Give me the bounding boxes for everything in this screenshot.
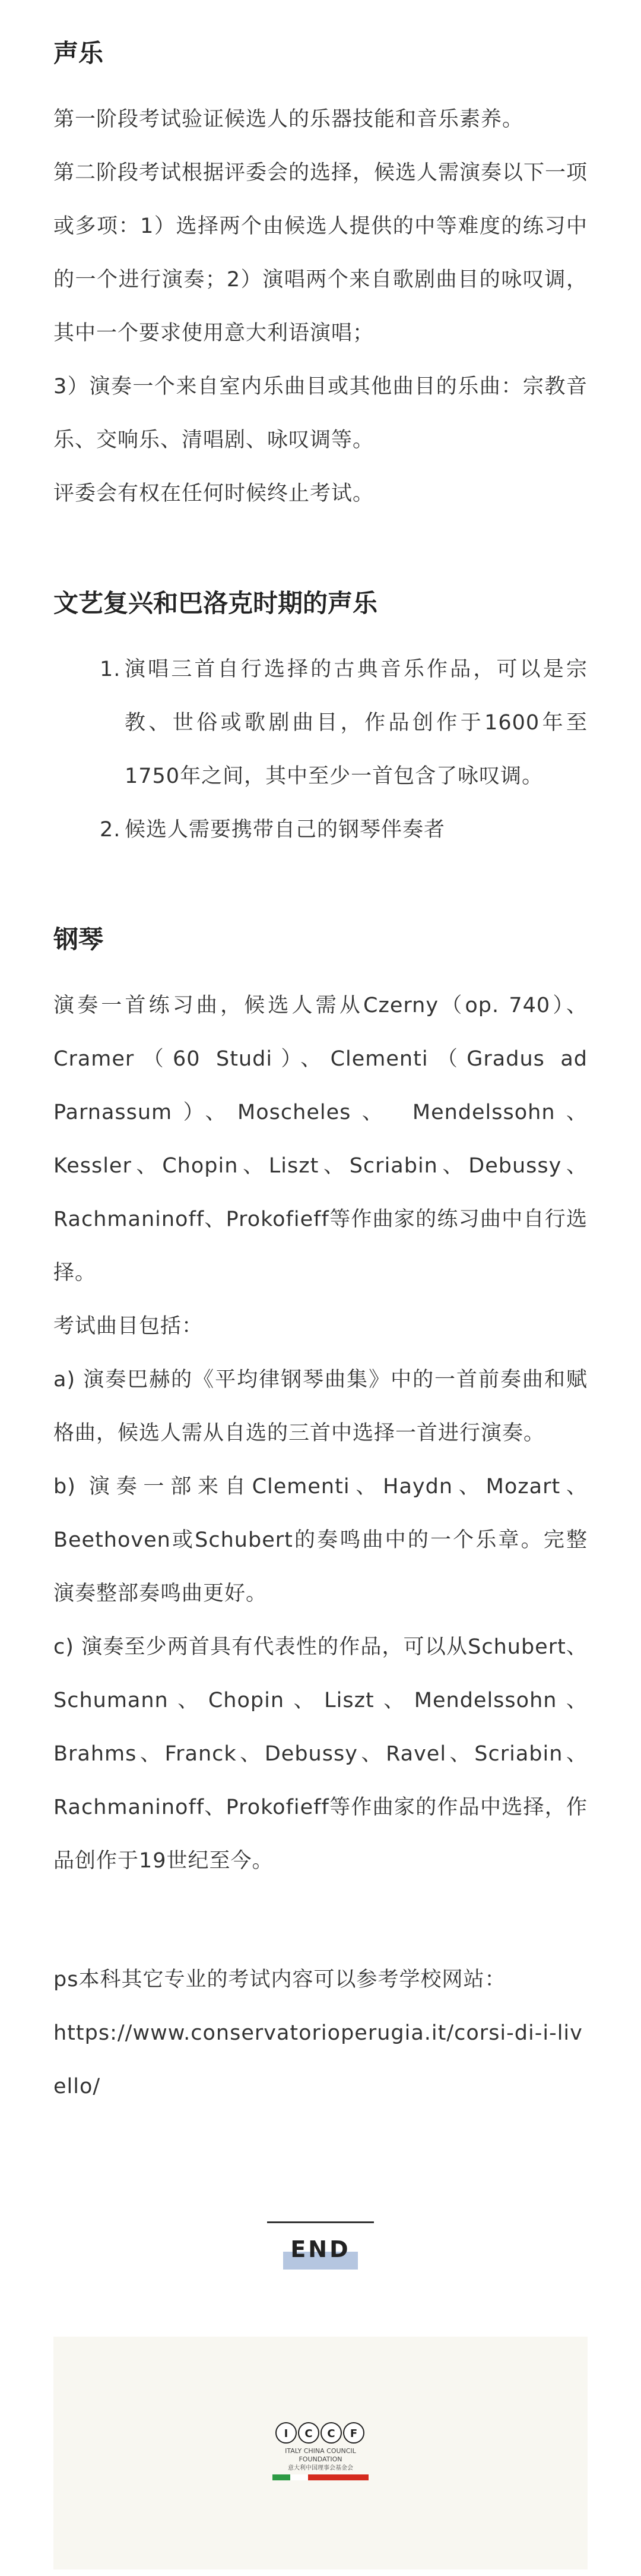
piano-paragraph: a) 演奏巴赫的《平均律钢琴曲集》中的一首前奏曲和赋格曲，候选人需从自选的三首中选择一首进行演奏。 (53, 1368, 588, 1445)
vocal-paragraph: 第二阶段考试根据评委会的选择，候选人需演奏以下一项或多项：1）选择两个由候选人提供的中等难度的练习中的一个进行演奏；2）演唱两个来自歌剧曲目的咏叹调，其中一个要求使用意大利语演唱； (53, 161, 588, 345)
vocal-paragraph: 3）演奏一个来自室内乐曲目或其他曲目的乐曲：宗教音乐、交响乐、清唱剧、咏叹调等。 (53, 375, 588, 452)
list-item-number: 2. (100, 818, 121, 842)
vocal-paragraph: 评委会有权在任何时候终止考试。 (53, 482, 375, 505)
vocal-paragraph: 第一阶段考试验证候选人的乐器技能和音乐素养。 (53, 108, 524, 131)
list-item-number: 1. (100, 658, 121, 681)
piano-paragraph: c) 演奏至少两首具有代表性的作品，可以从Schubert、Schumann、Chopin、Liszt、Mendelssohn、Brahms、Franck、Debussy、Ravel、Scriabin、Rachmaninoff、Prokofieff等作曲家的作品中选择，作品创作于19世纪至今。 (53, 1635, 588, 1873)
end-label-wrap (283, 2236, 357, 2262)
list-item (53, 643, 588, 803)
list-item-text: 候选人需要携带自己的钢琴伴奏者 (125, 818, 446, 842)
school-website-link[interactable]: https://www.conservatorioperugia.it/corsi-di-i-livello/ (53, 2021, 583, 2098)
flag-green (272, 2474, 290, 2480)
logo-line2: FOUNDATION (299, 2455, 342, 2463)
logo-line1: ITALY CHINA COUNCIL (285, 2447, 356, 2455)
baroque-list (53, 643, 588, 856)
section-title-baroque: 文艺复兴和巴洛克时期的声乐 (53, 589, 378, 618)
piano-paragraph: 演奏一首练习曲，候选人需从Czerny（op. 740）、Cramer（60 Studi）、Clementi（Gradus ad Parnassum）、Moscheles、 Mendelssohn、Kessler、Chopin、Liszt、Scriabin、Debussy、Rachmaninoff、Prokofieff等作曲家的练习曲中自行选择。 (53, 994, 588, 1285)
logo-letter: C (327, 2428, 335, 2440)
article-body (53, 36, 588, 2113)
logo-letter: I (284, 2428, 288, 2440)
logo-line3: 意大利中国理事会基金会 (288, 2465, 353, 2471)
section-title-piano: 钢琴 (53, 925, 104, 954)
end-divider (267, 2221, 374, 2223)
ps-note: ps本科其它专业的考试内容可以参考学校网站： (53, 1968, 506, 1992)
logo-letter: C (304, 2428, 313, 2440)
flag-white (290, 2474, 308, 2480)
piano-paragraph: 考试曲目包括： (53, 1314, 204, 1338)
iccf-logo (270, 2420, 371, 2485)
logo-letter: F (350, 2428, 358, 2440)
end-marker (0, 2221, 641, 2262)
end-label: END (290, 2236, 351, 2262)
list-item-text: 演唱三首自行选择的古典音乐作品，可以是宗教、世俗或歌剧曲目，作品创作于1600年至1750年之间，其中至少一首包含了咏叹调。 (125, 658, 588, 788)
section-title-vocal: 声乐 (53, 39, 104, 68)
footer-panel (53, 2337, 588, 2569)
piano-paragraph: b) 演奏一部来自Clementi、Haydn、Mozart、Beethoven或Schubert的奏鸣曲中的一个乐章。完整演奏整部奏鸣曲更好。 (53, 1475, 588, 1605)
flag-red (308, 2474, 369, 2480)
list-item (53, 803, 588, 856)
